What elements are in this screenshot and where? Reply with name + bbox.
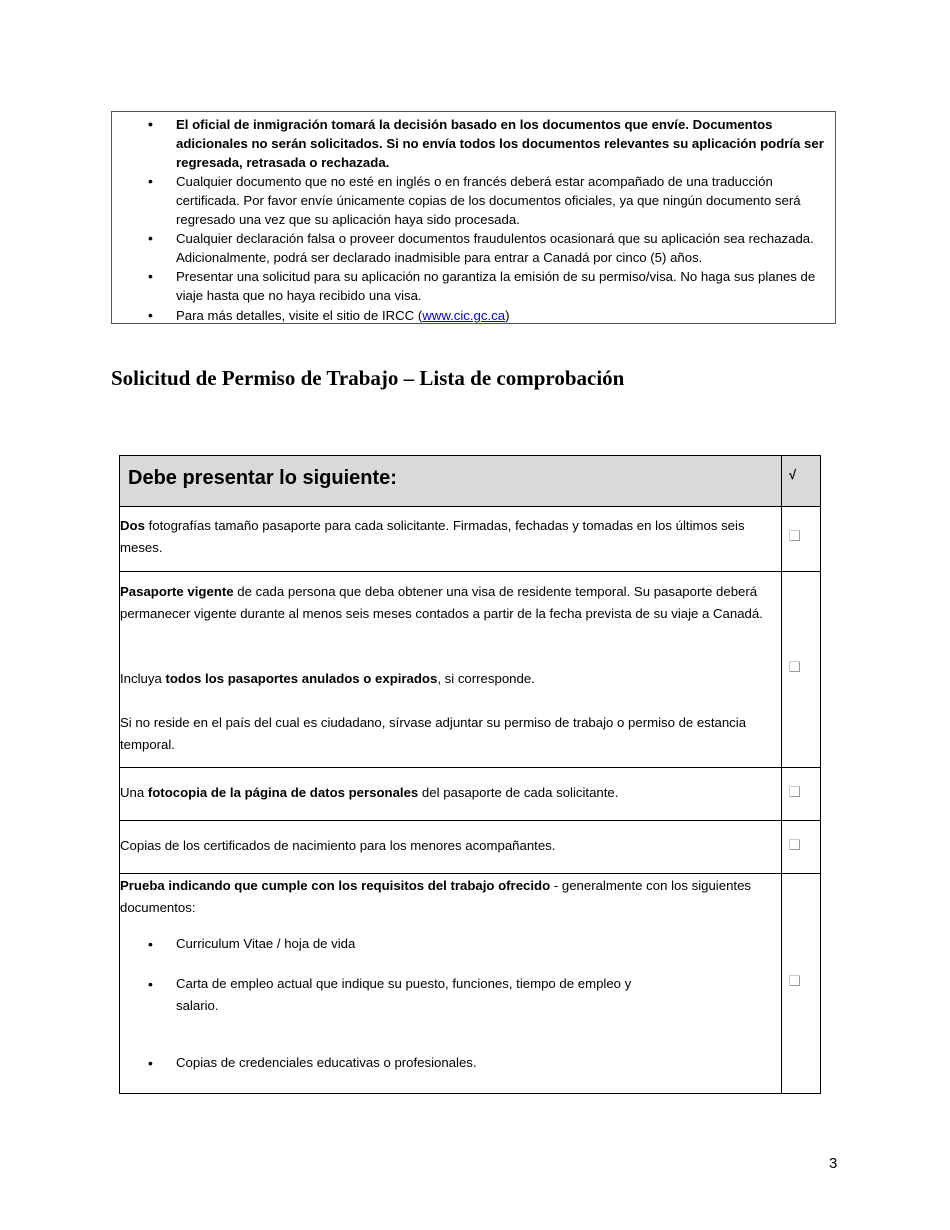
page-title: Solicitud de Permiso de Trabajo – Lista de comprobación bbox=[111, 366, 625, 390]
checkbox-passport[interactable] bbox=[789, 661, 800, 672]
notice-item-false-declaration: • Cualquier declaración falsa o proveer documentos fraudulentos ocasionará que su aplicación sea rechazada. Adicionalmente, podrá ser declarado inadmisible para entrar a Canadá por cinco (5) años. bbox=[176, 229, 832, 267]
data-page-suffix: del pasaporte de cada solicitante. bbox=[418, 785, 619, 800]
ircc-website-link[interactable]: www.cic.gc.ca bbox=[422, 308, 506, 323]
table-border bbox=[119, 1093, 821, 1094]
page-number: 3 bbox=[829, 1155, 838, 1172]
more-details-suffix: ) bbox=[505, 308, 510, 323]
checkbox-data-page-copy[interactable] bbox=[789, 786, 800, 797]
table-divider bbox=[119, 506, 821, 507]
checklist-item-job-requirements bbox=[120, 875, 785, 919]
job-doc-cv: • Curriculum Vitae / hoja de vida bbox=[176, 933, 696, 955]
table-divider bbox=[119, 767, 821, 768]
checklist-item-photos bbox=[120, 515, 780, 559]
expired-prefix: Incluya bbox=[120, 671, 166, 686]
document-checklist-table bbox=[119, 455, 821, 1094]
checkbox-birth-certificates[interactable] bbox=[789, 839, 800, 850]
job-requirements-label: Prueba indicando que cumple con los requisitos del trabajo ofrecido bbox=[120, 878, 551, 893]
job-doc-credentials: • Copias de credenciales educativas o profesionales. bbox=[176, 1052, 696, 1074]
data-page-prefix: Una bbox=[120, 785, 148, 800]
checklist-item-expired-passports bbox=[120, 668, 780, 690]
more-details-prefix: Para más detalles, visite el sitio de IRCC ( bbox=[176, 308, 423, 323]
notice-item-more-details bbox=[176, 306, 832, 325]
checklist-header-check-column: √ bbox=[789, 467, 797, 482]
table-divider bbox=[119, 820, 821, 821]
checklist-item-residence-permit: Si no reside en el país del cual es ciudadano, sírvase adjuntar su permiso de trabajo o permiso de estancia temporal. bbox=[120, 715, 747, 752]
photos-count: Dos bbox=[120, 518, 145, 533]
table-divider bbox=[119, 873, 821, 874]
checklist-item-passport bbox=[120, 581, 780, 625]
table-border bbox=[119, 455, 821, 456]
notice-item-decision: • El oficial de inmigración tomará la decisión basado en los documentos que envíe. Documentos adicionales no serán solicitados. Si no envía todos los documentos relevantes su aplicación podría ser regresada, retrasada o rechazada. bbox=[176, 115, 832, 173]
job-doc-employment-letter: • Carta de empleo actual que indique su puesto, funciones, tiempo de empleo y salario. bbox=[176, 973, 676, 1017]
important-notice-box bbox=[111, 111, 836, 324]
table-divider bbox=[119, 571, 821, 572]
table-column-divider bbox=[781, 455, 782, 1094]
data-page-label: fotocopia de la página de datos personales bbox=[147, 785, 419, 800]
checklist-item-data-page-copy bbox=[120, 782, 780, 804]
checkbox-job-requirements[interactable] bbox=[789, 975, 800, 986]
photos-description: fotografías tamaño pasaporte para cada solicitante. Firmadas, fechadas y tomadas en los últimos seis meses. bbox=[120, 518, 745, 555]
checklist-item-birth-certificates: Copias de los certificados de nacimiento para los menores acompañantes. bbox=[120, 838, 556, 853]
job-requirements-description: - generalmente con los siguientes documentos: bbox=[120, 878, 751, 915]
table-border bbox=[820, 455, 821, 1094]
notice-item-no-guarantee: • Presentar una solicitud para su aplicación no garantiza la emisión de su permiso/visa. No haga sus planes de viaje hasta que no haya recibido una visa. bbox=[176, 267, 832, 305]
checklist-header-title: Debe presentar lo siguiente: bbox=[128, 467, 397, 489]
checkbox-photos[interactable] bbox=[789, 530, 800, 541]
passport-description: de cada persona que deba obtener una visa de residente temporal. Su pasaporte deberá permanecer vigente durante al menos seis meses contados a partir de la fecha prevista de su viaje a Canadá. bbox=[120, 584, 763, 621]
expired-suffix: , si corresponde. bbox=[437, 671, 535, 686]
expired-passports-label: todos los pasaportes anulados o expirados bbox=[165, 671, 438, 686]
notice-item-translation: • Cualquier documento que no esté en inglés o en francés deberá estar acompañado de una traducción certificada. Por favor envíe únicamente copias de los documentos oficiales, ya que ningún documento será regresado una vez que su aplicación haya sido procesada. bbox=[176, 172, 832, 230]
passport-label: Pasaporte vigente bbox=[120, 584, 234, 599]
